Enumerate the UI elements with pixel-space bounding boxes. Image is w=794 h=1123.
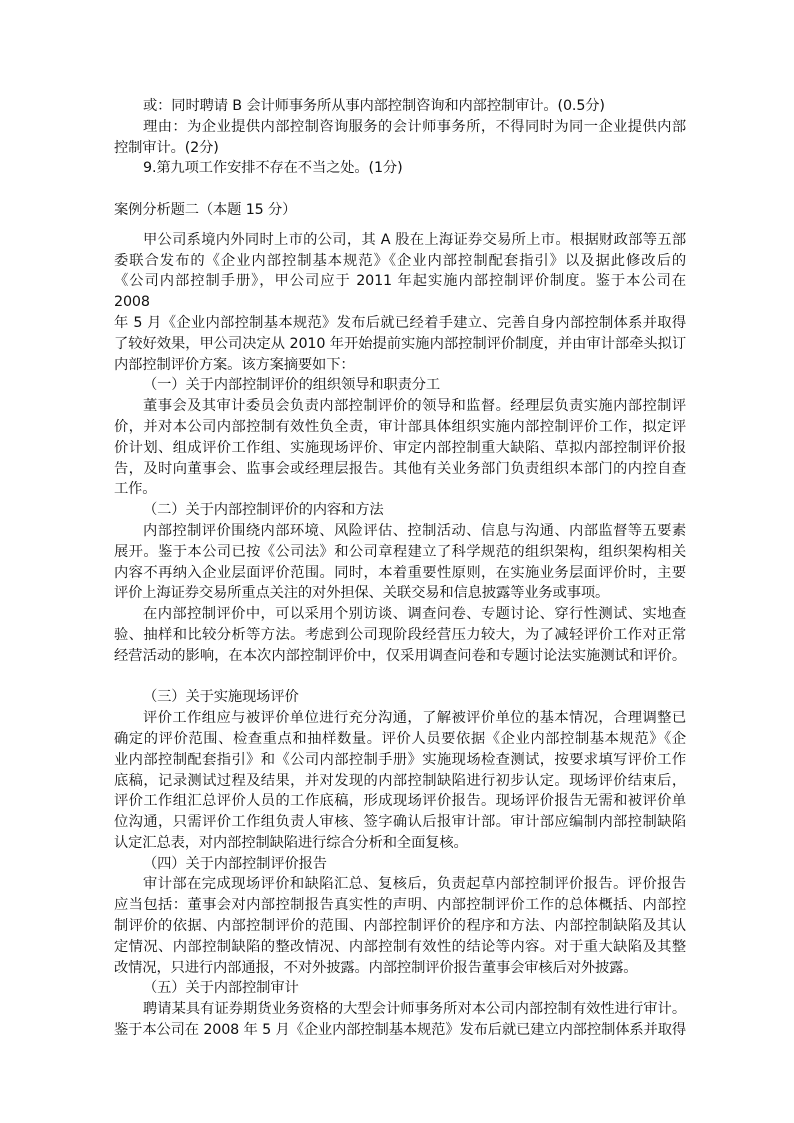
text-line: （三）关于实施现场评价 xyxy=(143,689,299,706)
text-line: 位沟通，只需评价工作组负责人审核、签字确认后报审计部。审计部应编制内部控制缺陷 xyxy=(114,814,686,831)
text-line: 告，及时向董事会、监事会或经理层报告。其他有关业务部门负责组织本部门的内控自查 xyxy=(114,460,686,477)
text-line: 价计划、组成评价工作组、实施现场评价、审定内部控制重大缺陷、草拟内部控制评价报 xyxy=(114,439,686,456)
answer-section xyxy=(114,96,686,179)
text-line: 改情况，只进行内部通报，不对外披露。内部控制评价报告董事会审核后对外披露。 xyxy=(114,959,638,976)
text-line: 确定的评价范围、检查重点和抽样数量。评价人员要依据《企业内部控制基本规范》《企 xyxy=(114,730,686,747)
text-line: 业内部控制配套指引》和《公司内部控制手册》实施现场检查测试，按要求填写评价工作 xyxy=(114,751,686,768)
text-line: 或：同时聘请 B 会计师事务所从事内部控制咨询和内部控制审计。(0.5分) xyxy=(143,98,605,114)
text-line: 委联合发布的《企业内部控制基本规范》《企业内部控制配套指引》以及据此修改后的 xyxy=(114,252,686,269)
text-line: （四）关于内部控制评价报告 xyxy=(143,855,327,872)
text-line: 验、抽样和比较分析等方法。考虑到公司现阶段经营压力较大，为了减轻评价工作对正常 xyxy=(114,626,686,643)
text-line: （二）关于内部控制评价的内容和方法 xyxy=(143,502,384,519)
text-line: 认定汇总表，对内部控制缺陷进行综合分析和全面复核。 xyxy=(114,834,468,851)
text-line: 了较好效果，甲公司决定从 2010 年开始提前实施内部控制评价制度，并由审计部牵头拟订 xyxy=(114,335,686,352)
text-line: 评价上海证券交易所重点关注的对外担保、关联交易和信息披露等业务或事项。 xyxy=(114,585,610,602)
text-line: 董事会及其审计委员会负责内部控制评价的领导和监督。经理层负责实施内部控制评 xyxy=(143,398,686,415)
text-line: 经营活动的影响，在本次内部控制评价中，仅采用调查问卷和专题讨论法实施测试和评价。 xyxy=(114,647,686,664)
spacer xyxy=(114,221,686,230)
text-line: 甲公司系境内外同时上市的公司，其 A 股在上海证券交易所上市。根据财政部等五部 xyxy=(143,231,686,248)
text-line: （五）关于内部控制审计 xyxy=(143,980,299,997)
text-line: 《公司内部控制手册》，甲公司应于 2011 年起实施内部控制评价制度。鉴于本公司在 2008 xyxy=(114,273,686,311)
text-line: 内部控制评价方案。该方案摘要如下： xyxy=(114,356,355,373)
text-line: 在内部控制评价中，可以采用个别访谈、调查问卷、专题讨论、穿行性测试、实地查 xyxy=(143,606,686,623)
document-page xyxy=(114,96,686,1041)
text-line: 聘请某具有证券期货业务资格的大型会计师事务所对本公司内部控制有效性进行审计。 xyxy=(143,1001,686,1018)
text-line: 评价工作组汇总评价人员的工作底稿，形成现场评价报告。现场评价报告无需和被评价单 xyxy=(114,793,686,810)
text-line: 展开。鉴于本公司已按《公司法》和公司章程建立了科学规范的组织架构，组织架构相关 xyxy=(114,543,686,560)
text-line: 审计部在完成现场评价和缺陷汇总、复核后，负责起草内部控制评价报告。评价报告 xyxy=(143,876,686,893)
text-line: 年 5 月《企业内部控制基本规范》发布后就已经着手建立、完善自身内部控制体系并取得 xyxy=(114,314,686,331)
text-line: （一）关于内部控制评价的组织领导和职责分工 xyxy=(143,377,441,394)
spacer xyxy=(114,179,686,200)
blank-line xyxy=(114,667,686,688)
text-line: 定情况、内部控制缺陷的整改情况、内部控制有效性的结论等内容。对于重大缺陷及其整 xyxy=(114,938,686,955)
text-line: 内容不再纳入企业层面评价范围。同时，本着重要性原则，在实施业务层面评价时，主要 xyxy=(114,564,686,581)
text-line: 底稿，记录测试过程及结果，并对发现的内部控制缺陷进行初步认定。现场评价结束后， xyxy=(114,772,686,789)
text-line: 内部控制评价围绕内部环境、风险评估、控制活动、信息与沟通、内部监督等五要素 xyxy=(143,522,686,539)
case-body xyxy=(114,230,686,1041)
text-line: 价，并对本公司内部控制有效性负全责，审计部具体组织实施内部控制评价工作，拟定评 xyxy=(114,418,686,435)
text-line: 理由：为企业提供内部控制咨询服务的会计师事务所，不得同时为同一企业提供内部 xyxy=(143,118,686,135)
case-heading: 案例分析题二（本题 15 分） xyxy=(114,201,297,218)
text-line: 鉴于本公司在 2008 年 5 月《企业内部控制基本规范》发布后就已建立内部控制体系并取得 xyxy=(114,1022,686,1039)
text-line: 评价工作组应与被评价单位进行充分沟通，了解被评价单位的基本情况，合理调整已 xyxy=(143,710,686,727)
text-line: 制评价的依据、内部控制评价的范围、内部控制评价的程序和方法、内部控制缺陷及其认 xyxy=(114,918,686,935)
text-line: 工作。 xyxy=(114,481,157,498)
text-line: 应当包括：董事会对内部控制报告真实性的声明、内部控制评价工作的总体概括、内部控 xyxy=(114,897,686,914)
text-line: 9.第九项工作安排不存在不当之处。(1分) xyxy=(143,160,403,177)
text-line: 控制审计。(2分) xyxy=(114,139,219,156)
